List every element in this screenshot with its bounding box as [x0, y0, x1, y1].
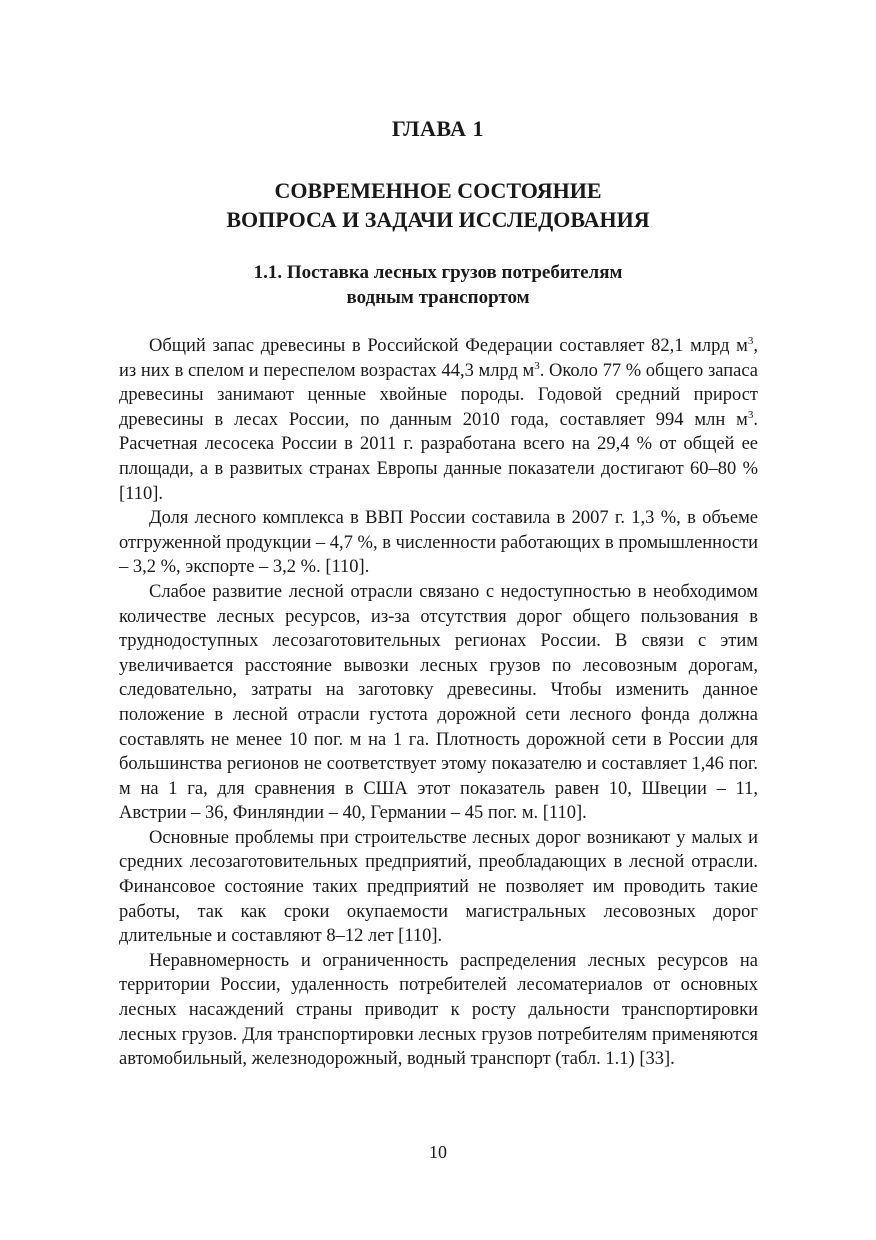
- paragraph-3: Слабое развитие лесной отрасли связано с недоступностью в необходимом количестве лесных ресурсов, из-за отсутствия дорог общего пользования в труднодоступных лесозаготовительных регионах России. В связи с этим увеличивается расстояние вывозки лесных грузов по лесовозным дорогам, следовательно, затраты на заготовку древесины. Чтобы изменить данное положение в лесной отрасли густота дорожной сети лесного фонда должна составлять не менее 10 пог. м на 1 га. Плотность дорожной сети в России для большинства регионов не соответствует этому показателю и составляет 1,46 пог. м на 1 га, для сравнения в США этот показатель равен 10, Швеции – 11, Австрии – 36, Финляндии – 40, Германии – 45 пог. м. [110].: [119, 581, 758, 824]
- superscript-cubic-1: 3: [747, 334, 754, 347]
- body-text: [119, 334, 758, 1072]
- superscript-cubic-3: 3: [747, 408, 754, 421]
- paragraph-1-part-1: Общий запас древесины в Российской Федерации составляет 82,1 млрд м: [149, 336, 748, 356]
- section-title-line-2: водным транспортом: [346, 287, 530, 308]
- paragraph-2: Доля лесного комплекса в ВВП России составила в 2007 г. 1,3 %, в объеме отгруженной продукции – 4,7 %, в численности работающих в промышленности – 3,2 %, экспорте – 3,2 %. [110].: [119, 508, 758, 578]
- paragraph-1-part-2: , из них в спелом и переспелом возрастах 44,3 млрд м: [119, 336, 758, 381]
- section-title: [0, 260, 876, 310]
- superscript-cubic-2: 3: [534, 359, 540, 372]
- chapter-title-line-1: СОВРЕМЕННОЕ СОСТОЯНИЕ: [274, 178, 602, 203]
- paragraph-1: [119, 334, 758, 506]
- paragraph-4: Основные проблемы при строительстве лесных дорог возникают у малых и средних лесозаготовительных предприятий, преобладающих в лесной отрасли. Финансовое состояние таких предприятий не позволяет им проводить такие работы, так как сроки окупаемости магистральных лесовозных дорог длительные и составляют 8–12 лет [110].: [119, 827, 758, 947]
- paragraph-1-part-4: . Расчетная лесосека России в 2011 г. разработана всего на 29,4 % от общей ее площади, а в развитых странах Европы данные показатели достигают 60–80 % [110].: [119, 409, 758, 504]
- section-title-line-1: 1.1. Поставка лесных грузов потребителям: [253, 262, 623, 283]
- chapter-title: [0, 176, 876, 234]
- paragraph-1-part-3: . Около 77 % общего запаса древесины занимают ценные хвойные породы. Годовой средний прирост древесины в лесах России, по данным 2010 года, составляет 994 млн м: [119, 360, 758, 430]
- chapter-label: ГЛАВА 1: [391, 116, 485, 141]
- paragraph-5: Неравномерность и ограниченность распределения лесных ресурсов на территории России, удаленность потребителей лесоматериалов от основных лесных насаждений страны приводит к росту дальности транспортировки лесных грузов. Для транспортировки лесных грузов потребителям применяются автомобильный, железнодорожный, водный транспорт (табл. 1.1) [33].: [119, 950, 758, 1070]
- chapter-title-line-2: ВОПРОСА И ЗАДАЧИ ИССЛЕДОВАНИЯ: [226, 207, 650, 232]
- page-number: 10: [429, 1142, 447, 1162]
